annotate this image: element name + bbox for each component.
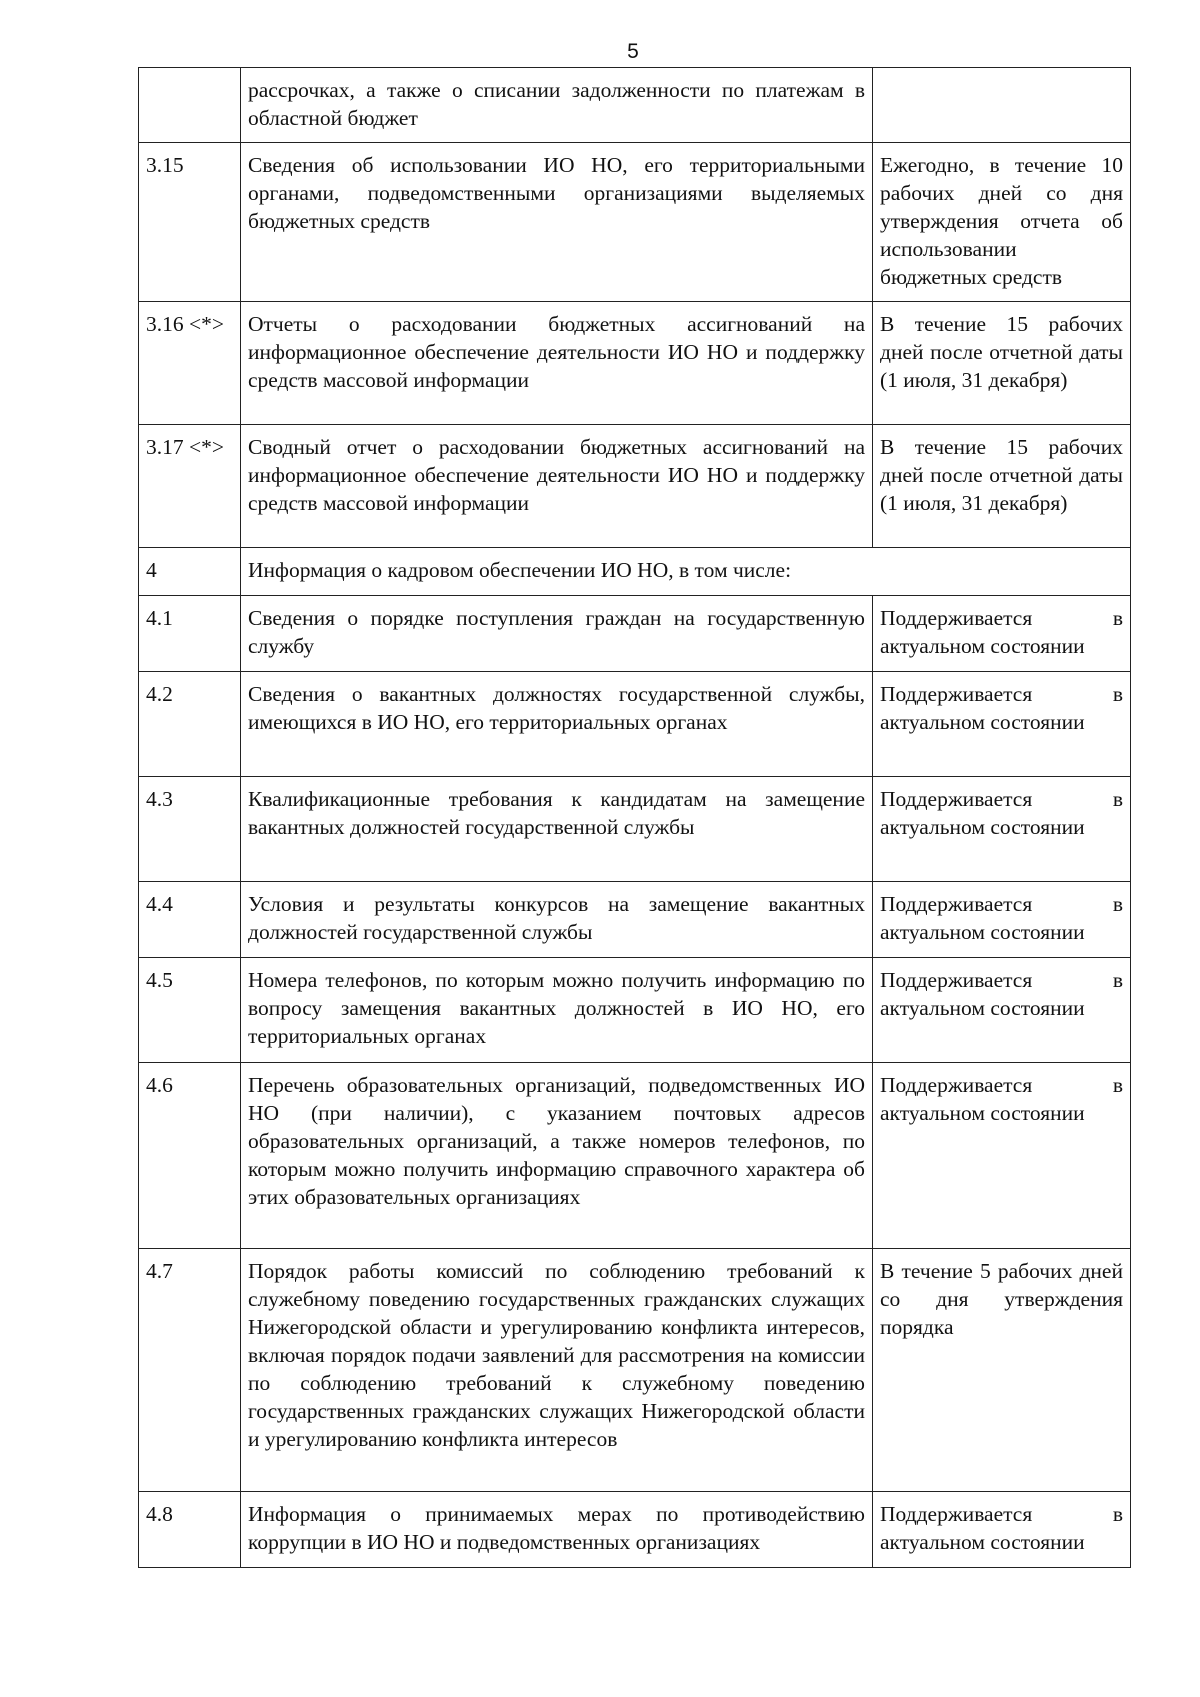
row-number: 4.7 — [139, 1249, 241, 1492]
table-row — [139, 882, 1131, 958]
row-number: 3.16 <*> — [139, 302, 241, 425]
table-row — [139, 143, 1131, 302]
row-period: Поддерживается в актуальном состоянии — [873, 958, 1131, 1063]
section-number: 4 — [139, 548, 241, 596]
row-number: 4.8 — [139, 1492, 241, 1568]
table-row — [139, 302, 1131, 425]
row-number: 4.5 — [139, 958, 241, 1063]
table-row — [139, 596, 1131, 672]
row-number: 4.4 — [139, 882, 241, 958]
table-row — [139, 958, 1131, 1063]
row-number — [139, 68, 241, 143]
table-row — [139, 672, 1131, 777]
document-table — [138, 67, 1131, 1568]
row-description: Сводный отчет о расходовании бюджетных ассигнований на информационное обеспечение деятельности ИО НО и поддержку средств массовой информации — [241, 425, 873, 548]
row-period: Ежегодно, в течение 10 рабочих дней со дня утверждения отчета об использовании бюджетных средств — [873, 143, 1131, 302]
row-description: Условия и результаты конкурсов на замещение вакантных должностей государственной службы — [241, 882, 873, 958]
row-description: Сведения о вакантных должностях государственной службы, имеющихся в ИО НО, его территориальных органах — [241, 672, 873, 777]
row-period: Поддерживается в актуальном состоянии — [873, 672, 1131, 777]
row-period: В течение 15 рабочих дней после отчетной даты (1 июля, 31 декабря) — [873, 425, 1131, 548]
row-description: Сведения об использовании ИО НО, его территориальными органами, подведомственными организациями выделяемых бюджетных средств — [241, 143, 873, 302]
row-description: Отчеты о расходовании бюджетных ассигнований на информационное обеспечение деятельности ИО НО и поддержку средств массовой информации — [241, 302, 873, 425]
row-period: Поддерживается в актуальном состоянии — [873, 1063, 1131, 1249]
row-period: Поддерживается в актуальном состоянии — [873, 777, 1131, 882]
row-number: 4.3 — [139, 777, 241, 882]
row-description: Порядок работы комиссий по соблюдению требований к служебному поведению государственных гражданских служащих Нижегородской области и урегулированию конфликта интересов, включая порядок подачи заявлений для рассмотрения на комиссии по соблюдению требований к служебному поведению государственных гражданских служащих Нижегородской области и урегулированию конфликта интересов — [241, 1249, 873, 1492]
row-description: Информация о принимаемых мерах по противодействию коррупции в ИО НО и подведомственных организациях — [241, 1492, 873, 1568]
row-period — [873, 68, 1131, 143]
row-number: 3.17 <*> — [139, 425, 241, 548]
table-row — [139, 1492, 1131, 1568]
row-period: Поддерживается в актуальном состоянии — [873, 596, 1131, 672]
row-period: В течение 15 рабочих дней после отчетной даты (1 июля, 31 декабря) — [873, 302, 1131, 425]
section-title: Информация о кадровом обеспечении ИО НО, в том числе: — [241, 548, 1131, 596]
row-number: 3.15 — [139, 143, 241, 302]
row-description: Квалификационные требования к кандидатам на замещение вакантных должностей государственной службы — [241, 777, 873, 882]
table-row — [139, 1063, 1131, 1249]
row-number: 4.2 — [139, 672, 241, 777]
row-description: рассрочках, а также о списании задолженности по платежам в областной бюджет — [241, 68, 873, 143]
table-row-section — [139, 548, 1131, 596]
table-row — [139, 1249, 1131, 1492]
row-period: Поддерживается в актуальном состоянии — [873, 882, 1131, 958]
row-description: Перечень образовательных организаций, подведомственных ИО НО (при наличии), с указанием почтовых адресов образовательных организаций, а также номеров телефонов, по которым можно получить информацию справочного характера об этих образовательных организациях — [241, 1063, 873, 1249]
row-period: В течение 5 рабочих дней со дня утверждения порядка — [873, 1249, 1131, 1492]
table-row — [139, 777, 1131, 882]
table-row — [139, 68, 1131, 143]
row-description: Сведения о порядке поступления граждан на государственную службу — [241, 596, 873, 672]
page-number: 5 — [627, 40, 639, 63]
row-period: Поддерживается в актуальном состоянии — [873, 1492, 1131, 1568]
table-row — [139, 425, 1131, 548]
row-description: Номера телефонов, по которым можно получить информацию по вопросу замещения вакантных должностей в ИО НО, его территориальных органах — [241, 958, 873, 1063]
row-number: 4.1 — [139, 596, 241, 672]
row-number: 4.6 — [139, 1063, 241, 1249]
